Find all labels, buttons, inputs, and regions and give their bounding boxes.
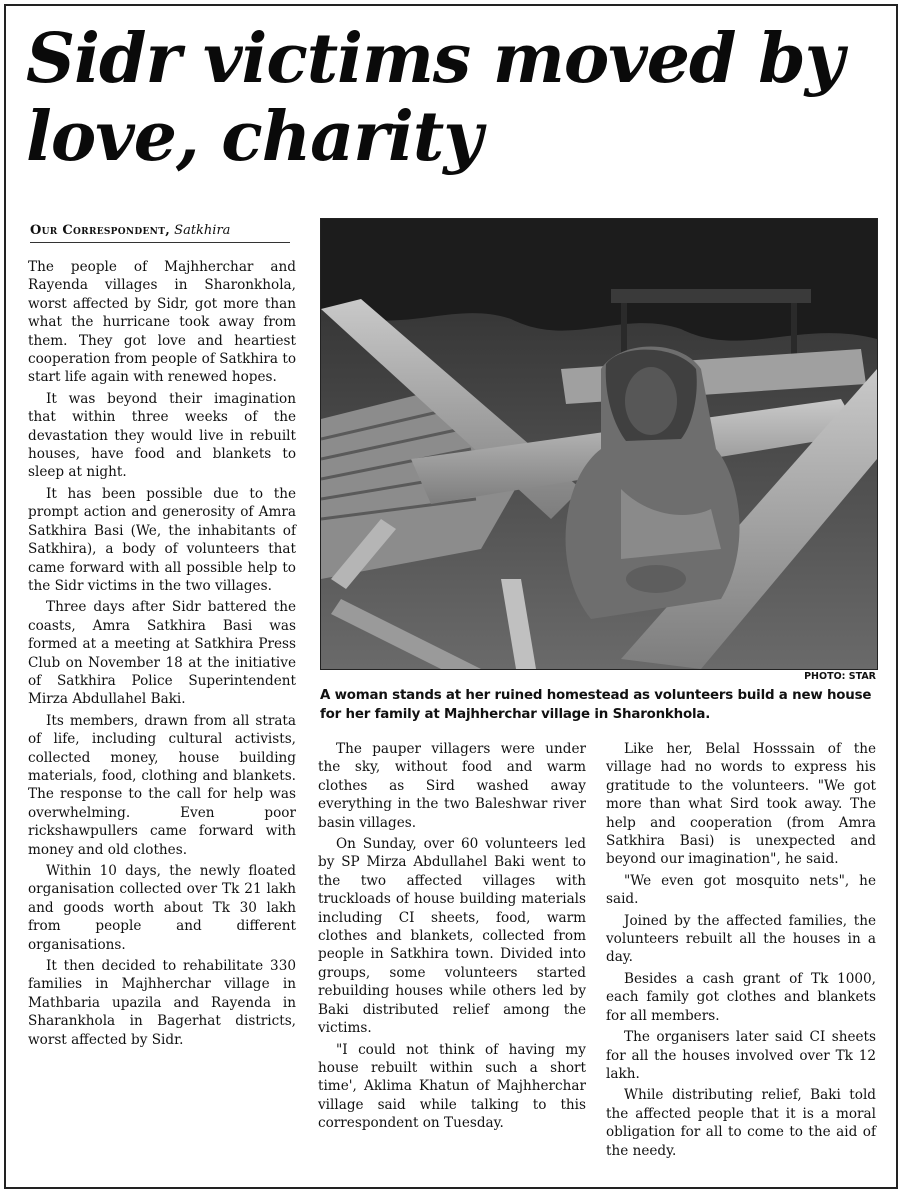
byline-place: Satkhira [174,223,231,238]
paragraph: It was beyond their imagination that within three weeks of the devastation they would live in rebuilt houses, have food and blankets to sleep at night. [28,390,296,481]
photo-credit: PHOTO: STAR [804,671,876,682]
article-column-2 [318,740,586,1136]
paragraph: Besides a cash grant of Tk 1000, each family got clothes and blankets for all members. [606,970,876,1024]
paragraph: "We even got mosquito nets", he said. [606,872,876,908]
headline [26,20,886,176]
paragraph: The pauper villagers were under the sky, without food and warm clothes as Sird washed away everything in the two Baleshwar river basin villages. [318,741,586,831]
paragraph: On Sunday, over 60 volunteers led by SP Mirza Abdullahel Baki went to the two affected villages with truckloads of house building materials including CI sheets, food, warm clothes and blankets, collected from people in Satkhira town. Divided into groups, some volunteers started rebuilding houses while others led by Baki distributed relief among the victims. [318,836,586,1037]
headline-line-2: love, charity [26,97,482,177]
paragraph: It then decided to rehabilitate 330 families in Majhherchar village in Mathbaria upazila and Rayenda in Sharankhola in Bagerhat districts, worst affected by Sidr. [28,958,296,1048]
paragraph: It has been possible due to the prompt action and generosity of Amra Satkhira Basi (We, the inhabitants of Satkhira), a body of volunteers that came forward with all possible help to the Sidr victims in the two villages. [28,485,296,594]
paragraph: Within 10 days, the newly floated organisation collected over Tk 21 lakh and goods worth about Tk 30 lakh from people and different organisations. [28,863,296,953]
newspaper-clipping [4,4,898,1189]
paragraph: While distributing relief, Baki told the affected people that it is a moral obligation for all to come to the aid of the needy. [606,1087,876,1159]
photo-caption: A woman stands at her ruined homestead as volunteers build a new house for her family at Majhherchar village in Sharonkhola. [320,688,872,722]
paragraph: The people of Majhherchar and Rayenda villages in Sharonkhola, worst affected by Sidr, got more than what the hurricane took away from them. They got love and heartiest cooperation from people of Satkhira to start life again with renewed hopes. [28,259,296,386]
paragraph: Joined by the affected families, the volunteers rebuilt all the houses in a day. [606,912,876,966]
article-column-1 [28,258,296,1052]
headline-line-1: Sidr victims moved by [26,19,844,99]
paragraph: Its members, drawn from all strata of life, including cultural activists, collected money, house building materials, food, clothing and blankets. The response to the call for help was overwhelming. Even poor rickshawpullers came forward with money and old clothes. [28,712,296,858]
paragraph: Like her, Belal Hosssain of the village had no words to express his gratitude to the volunteers. "We got more than what Sird took away. The help and cooperation (from Amra Satkhira Basi) is unexpected and beyond our imagination", he said. [606,741,876,868]
byline [30,223,290,243]
paragraph: The organisers later said CI sheets for all the houses involved over Tk 12 lakh. [606,1029,876,1082]
byline-name: Our Correspondent, [30,223,171,238]
news-photo [320,218,878,670]
article-column-3 [606,740,876,1163]
paragraph: "I could not think of having my house rebuilt within such a short time', Aklima Khatun of Majhherchar village said while talking to this correspondent on Tuesday. [318,1041,586,1132]
paragraph: Three days after Sidr battered the coasts, Amra Satkhira Basi was formed at a meeting at Satkhira Press Club on November 18 at the initiative of Satkhira Police Superintendent Mirza Abdullahel Baki. [28,599,296,708]
